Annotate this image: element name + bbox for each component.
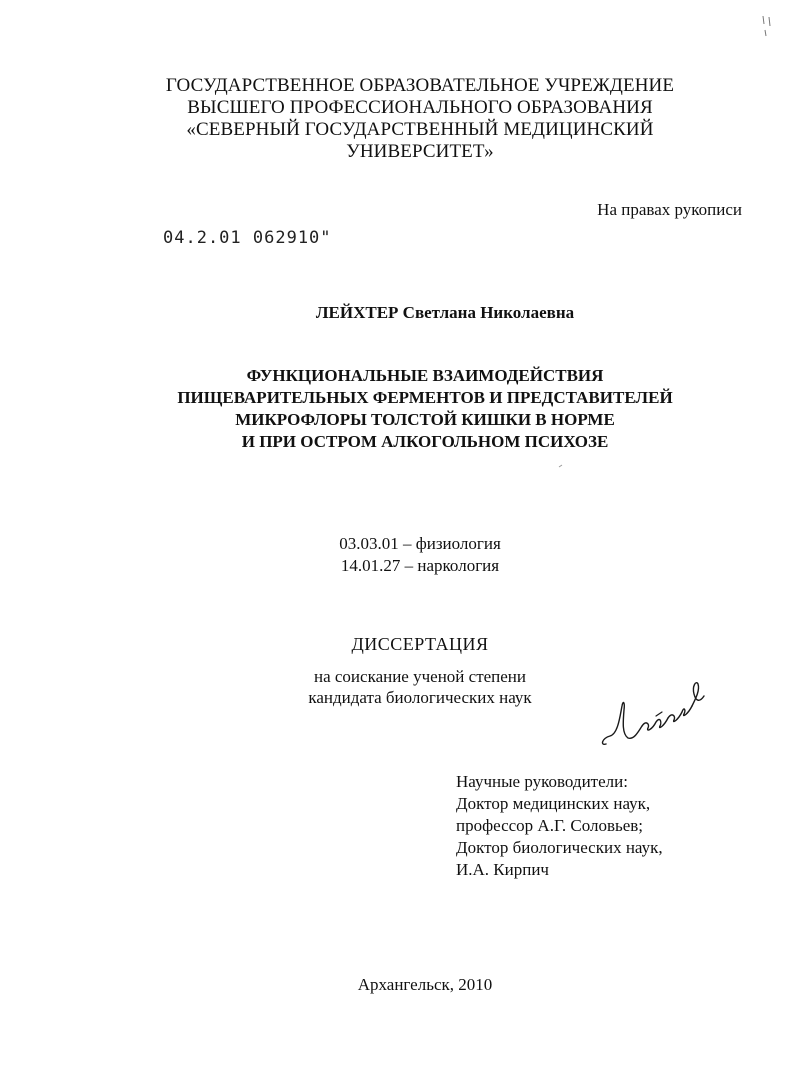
- title-line: ФУНКЦИОНАЛЬНЫЕ ВЗАИМОДЕЙСТВИЯ: [246, 366, 604, 385]
- supervisors-heading: Научные руководители:: [456, 772, 628, 791]
- institution-line: УНИВЕРСИТЕТ»: [346, 141, 494, 162]
- institution-line: «СЕВЕРНЫЙ ГОСУДАРСТВЕННЫЙ МЕДИЦИНСКИЙ: [186, 119, 654, 140]
- registration-code: 04.2.01 062910": [163, 228, 332, 248]
- scan-speck: [558, 463, 564, 469]
- specialties: [300, 533, 540, 577]
- author-name: ЛЕЙХТЕР Светлана Николаевна: [315, 303, 575, 322]
- title-line: И ПРИ ОСТРОМ АЛКОГОЛЬНОМ ПСИХОЗЕ: [241, 432, 609, 451]
- specialty-item: 14.01.27 – наркология: [340, 556, 500, 575]
- institution-header: [120, 75, 720, 163]
- supervisor-line: Доктор биологических наук,: [456, 838, 663, 857]
- degree-line: кандидата биологических наук: [308, 688, 532, 707]
- title-line: ПИЩЕВАРИТЕЛЬНЫХ ФЕРМЕНТОВ И ПРЕДСТАВИТЕЛЕЙ: [177, 388, 673, 407]
- rights-notice: На правах рукописи: [597, 200, 742, 219]
- handwritten-signature: [598, 676, 708, 756]
- degree-line: на соискание ученой степени: [313, 667, 527, 686]
- supervisor-line: профессор А.Г. Соловьев;: [456, 816, 644, 835]
- specialty-item: 03.03.01 – физиология: [339, 534, 501, 553]
- city-year: Архангельск, 2010: [357, 975, 493, 994]
- supervisor-line: И.А. Кирпич: [456, 860, 549, 879]
- institution-line: ГОСУДАРСТВЕННОЕ ОБРАЗОВАТЕЛЬНОЕ УЧРЕЖДЕНИЕ: [165, 75, 675, 96]
- supervisor-line: Доктор медицинских наук,: [456, 794, 651, 813]
- institution-line: ВЫСШЕГО ПРОФЕССИОНАЛЬНОГО ОБРАЗОВАНИЯ: [187, 97, 653, 118]
- document-type: ДИССЕРТАЦИЯ: [351, 634, 489, 654]
- dissertation-title: [120, 365, 730, 453]
- title-line: МИКРОФЛОРЫ ТОЛСТОЙ КИШКИ В НОРМЕ: [235, 410, 615, 429]
- degree-statement: [240, 666, 600, 708]
- scientific-supervisors: [456, 771, 736, 881]
- scan-corner-mark: [760, 14, 774, 38]
